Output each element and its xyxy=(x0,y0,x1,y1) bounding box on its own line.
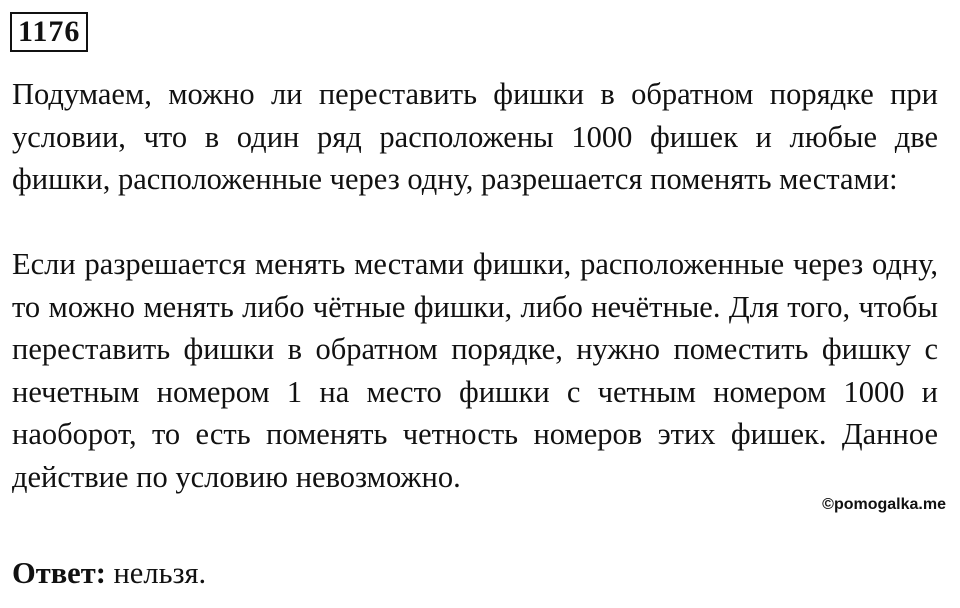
answer-value: нельзя. xyxy=(113,556,207,590)
answer-label: Ответ: xyxy=(12,556,106,590)
answer-line xyxy=(12,552,206,594)
problem-solution: Если разрешается менять местами фишки, расположенные через одну, то можно менять либо чётные фишки, либо нечётные. Для того, чтобы переставить фишки в обратном порядке, нужно поместить фишку с нечетным номером 1 на место фишки с четным номером 1000 и наоборот, то есть поменять четность номеров этих фишек. Данное действие по условию невозможно. xyxy=(12,247,938,494)
problem-number: 1176 xyxy=(10,12,88,52)
problem-question: Подумаем, можно ли переставить фишки в обратном порядке при условии, что в один ряд расположены 1000 фишек и любые две фишки, расположенные через одну, разрешается поменять местами: xyxy=(12,77,938,196)
watermark: ©pomogalka.me xyxy=(818,496,946,514)
